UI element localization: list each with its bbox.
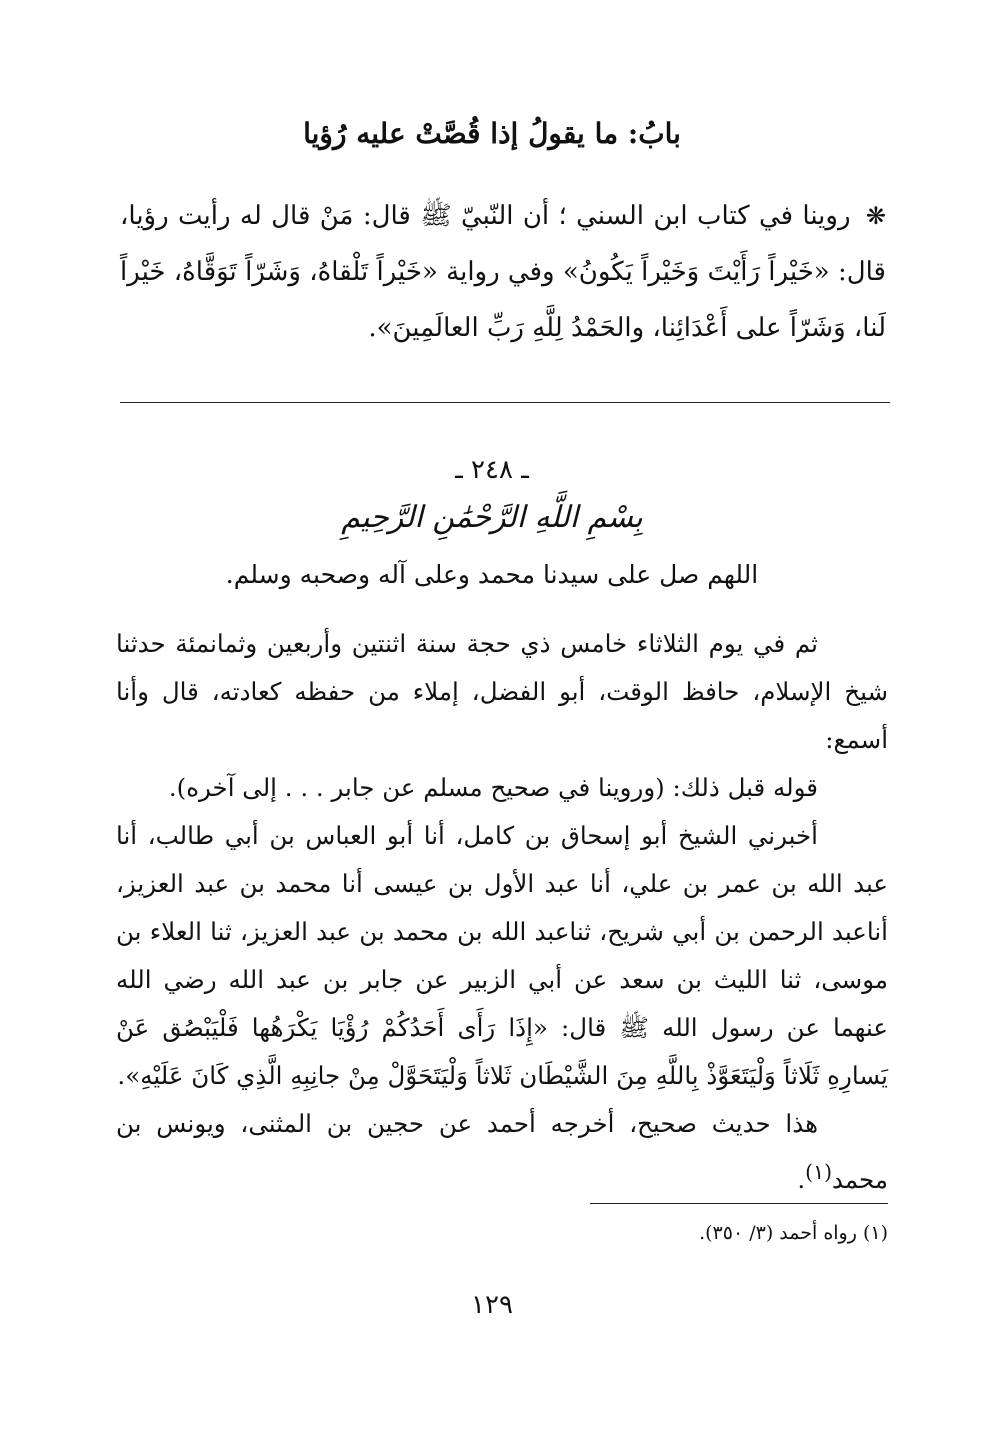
- flower-bullet-icon: ❋: [865, 202, 887, 230]
- verdict-text: هذا حديث صحيح، أخرجه أحمد عن حجين بن المثنى، ويونس بن محمد: [116, 1109, 888, 1195]
- chapter-title: بابُ: ما يقولُ إذا قُصَّتْ عليه رُؤيا: [303, 117, 681, 150]
- footnote: (١) رواه أحمد (٣/ ٣٥٠).: [699, 1222, 888, 1244]
- verdict-end: .: [797, 1165, 806, 1195]
- salawat-line: اللهم صل على سيدنا محمد وعلى آله وصحبه وسلم.: [225, 560, 759, 589]
- body-text: [116, 620, 888, 1204]
- section-divider: [120, 402, 890, 403]
- basmala: بِسْمِ اللَّهِ الرَّحْمَٰنِ الرَّحِيمِ: [341, 500, 643, 535]
- paragraph-isnad: أخبرني الشيخ أبو إسحاق بن كامل، أنا أبو العباس بن أبي طالب، أنا عبد الله بن عمر بن علي، أنا عبد الأول بن عيسى أنا محمد بن عبد العزيز، أناعبد الرحمن بن أبي شريح، ثناعبد الله بن محمد بن عبد العزيز، ثنا العلاء بن موسى، ثنا الليث بن سعد عن أبي الزبير عن جابر بن عبد الله رضي الله عنهما عن رسول الله ﷺ قال: «إِذَا رَأَى أَحَدُكُمْ رُؤْيَا يَكْرَهُها فَلْيَبْصُق عَنْ يَسارِهِ ثَلَاثاً وَلْيَتَعَوَّذْ بِاللَّهِ مِنَ الشَّيْطَان ثَلاثاً وَلْيَتَحَوَّلْ مِنْ جانِبِهِ الَّذِي كَانَ عَلَيْهِ».: [116, 821, 888, 1090]
- page-number: ١٢٩: [471, 1290, 513, 1320]
- footnote-divider: [590, 1203, 888, 1204]
- footnote-reference[interactable]: (١): [805, 1160, 833, 1184]
- hadith-paragraph: [120, 188, 886, 356]
- paragraph-verdict: [116, 1100, 888, 1204]
- paragraph-intro: ثم في يوم الثلاثاء خامس ذي حجة سنة اثنتين وأربعين وثمانمئة حدثنا شيخ الإسلام، حافظ الوقت، أبو الفضل، إملاء من حفظه كعادته، قال وأنا أسمع:: [116, 629, 888, 754]
- majlis-number: ـ ٢٤٨ ـ: [455, 455, 529, 485]
- paragraph-quote: قوله قبل ذلك: (وروينا في صحيح مسلم عن جابر . . . إلى آخره).: [168, 773, 818, 802]
- hadith-text: روينا في كتاب ابن السني ؛ أن النّبيّ ﷺ قال: مَنْ قال له رأيت رؤيا، قال: «خَيْراً رَأَيْتَ وَخَيْراً يَكُونُ» وفي رواية «خَيْراً تَلْقاهُ، وَشَرّاً تَوَقَّاهُ، خَيْراً لَنا، وَشَرّاً على أَعْدَائِنا، والحَمْدُ لِلَّهِ رَبِّ العالَمِينَ».: [120, 201, 886, 343]
